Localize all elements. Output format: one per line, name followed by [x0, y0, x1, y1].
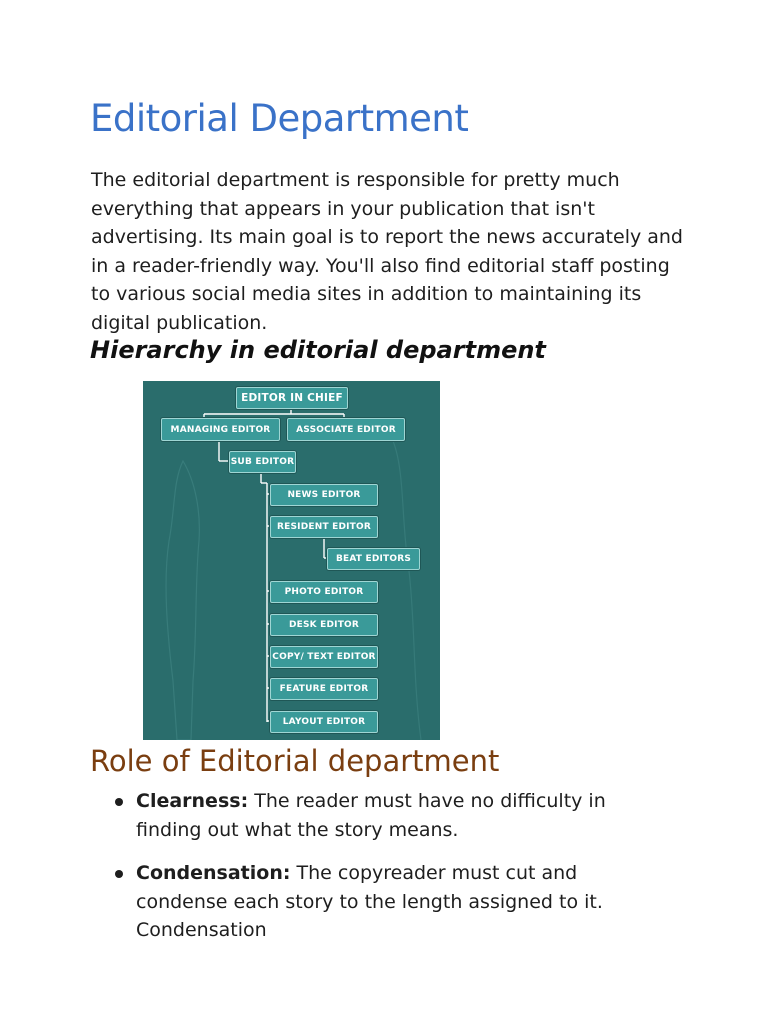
node-layout-editor: LAYOUT EDITOR	[270, 711, 378, 733]
background-silhouette-right	[393, 441, 421, 740]
role-term: Clearness:	[136, 790, 249, 812]
role-description: The copyreader must cut and condense each story to the length assigned to it. Condensation	[136, 862, 603, 942]
node-sub-editor: SUB EDITOR	[229, 451, 296, 473]
node-editor-in-chief: EDITOR IN CHIEF	[236, 387, 348, 409]
list-item	[112, 859, 672, 945]
page-title: Editorial Department	[90, 97, 469, 140]
bullet-icon	[115, 798, 123, 806]
node-news-editor: NEWS EDITOR	[270, 484, 378, 506]
hierarchy-chart	[143, 381, 440, 740]
node-desk-editor: DESK EDITOR	[270, 614, 378, 636]
node-resident-editor: RESIDENT EDITOR	[270, 516, 378, 538]
role-heading: Role of Editorial department	[90, 744, 500, 778]
list-item	[112, 787, 672, 844]
node-associate-editor: ASSOCIATE EDITOR	[287, 418, 405, 441]
node-feature-editor: FEATURE EDITOR	[270, 678, 378, 700]
node-managing-editor: MANAGING EDITOR	[161, 418, 280, 441]
hierarchy-heading: Hierarchy in editorial department	[90, 336, 546, 364]
node-photo-editor: PHOTO EDITOR	[270, 581, 378, 603]
background-silhouette-left	[166, 461, 199, 740]
node-copy-text-editor: COPY/ TEXT EDITOR	[270, 646, 378, 668]
role-term: Condensation:	[136, 862, 291, 885]
intro-paragraph: The editorial department is responsible for pretty much everything that appears in your publication that isn't advertising. Its main goal is to report the news accurately and in a reader-friendly way. You'll also find editorial staff posting to various social media sites in addition to maintaining its digital publication.	[91, 169, 683, 334]
node-beat-editors: BEAT EDITORS	[327, 548, 420, 570]
role-description: The reader must have no difficulty in finding out what the story means.	[136, 790, 606, 841]
role-list	[112, 787, 672, 960]
bullet-icon	[115, 870, 123, 878]
